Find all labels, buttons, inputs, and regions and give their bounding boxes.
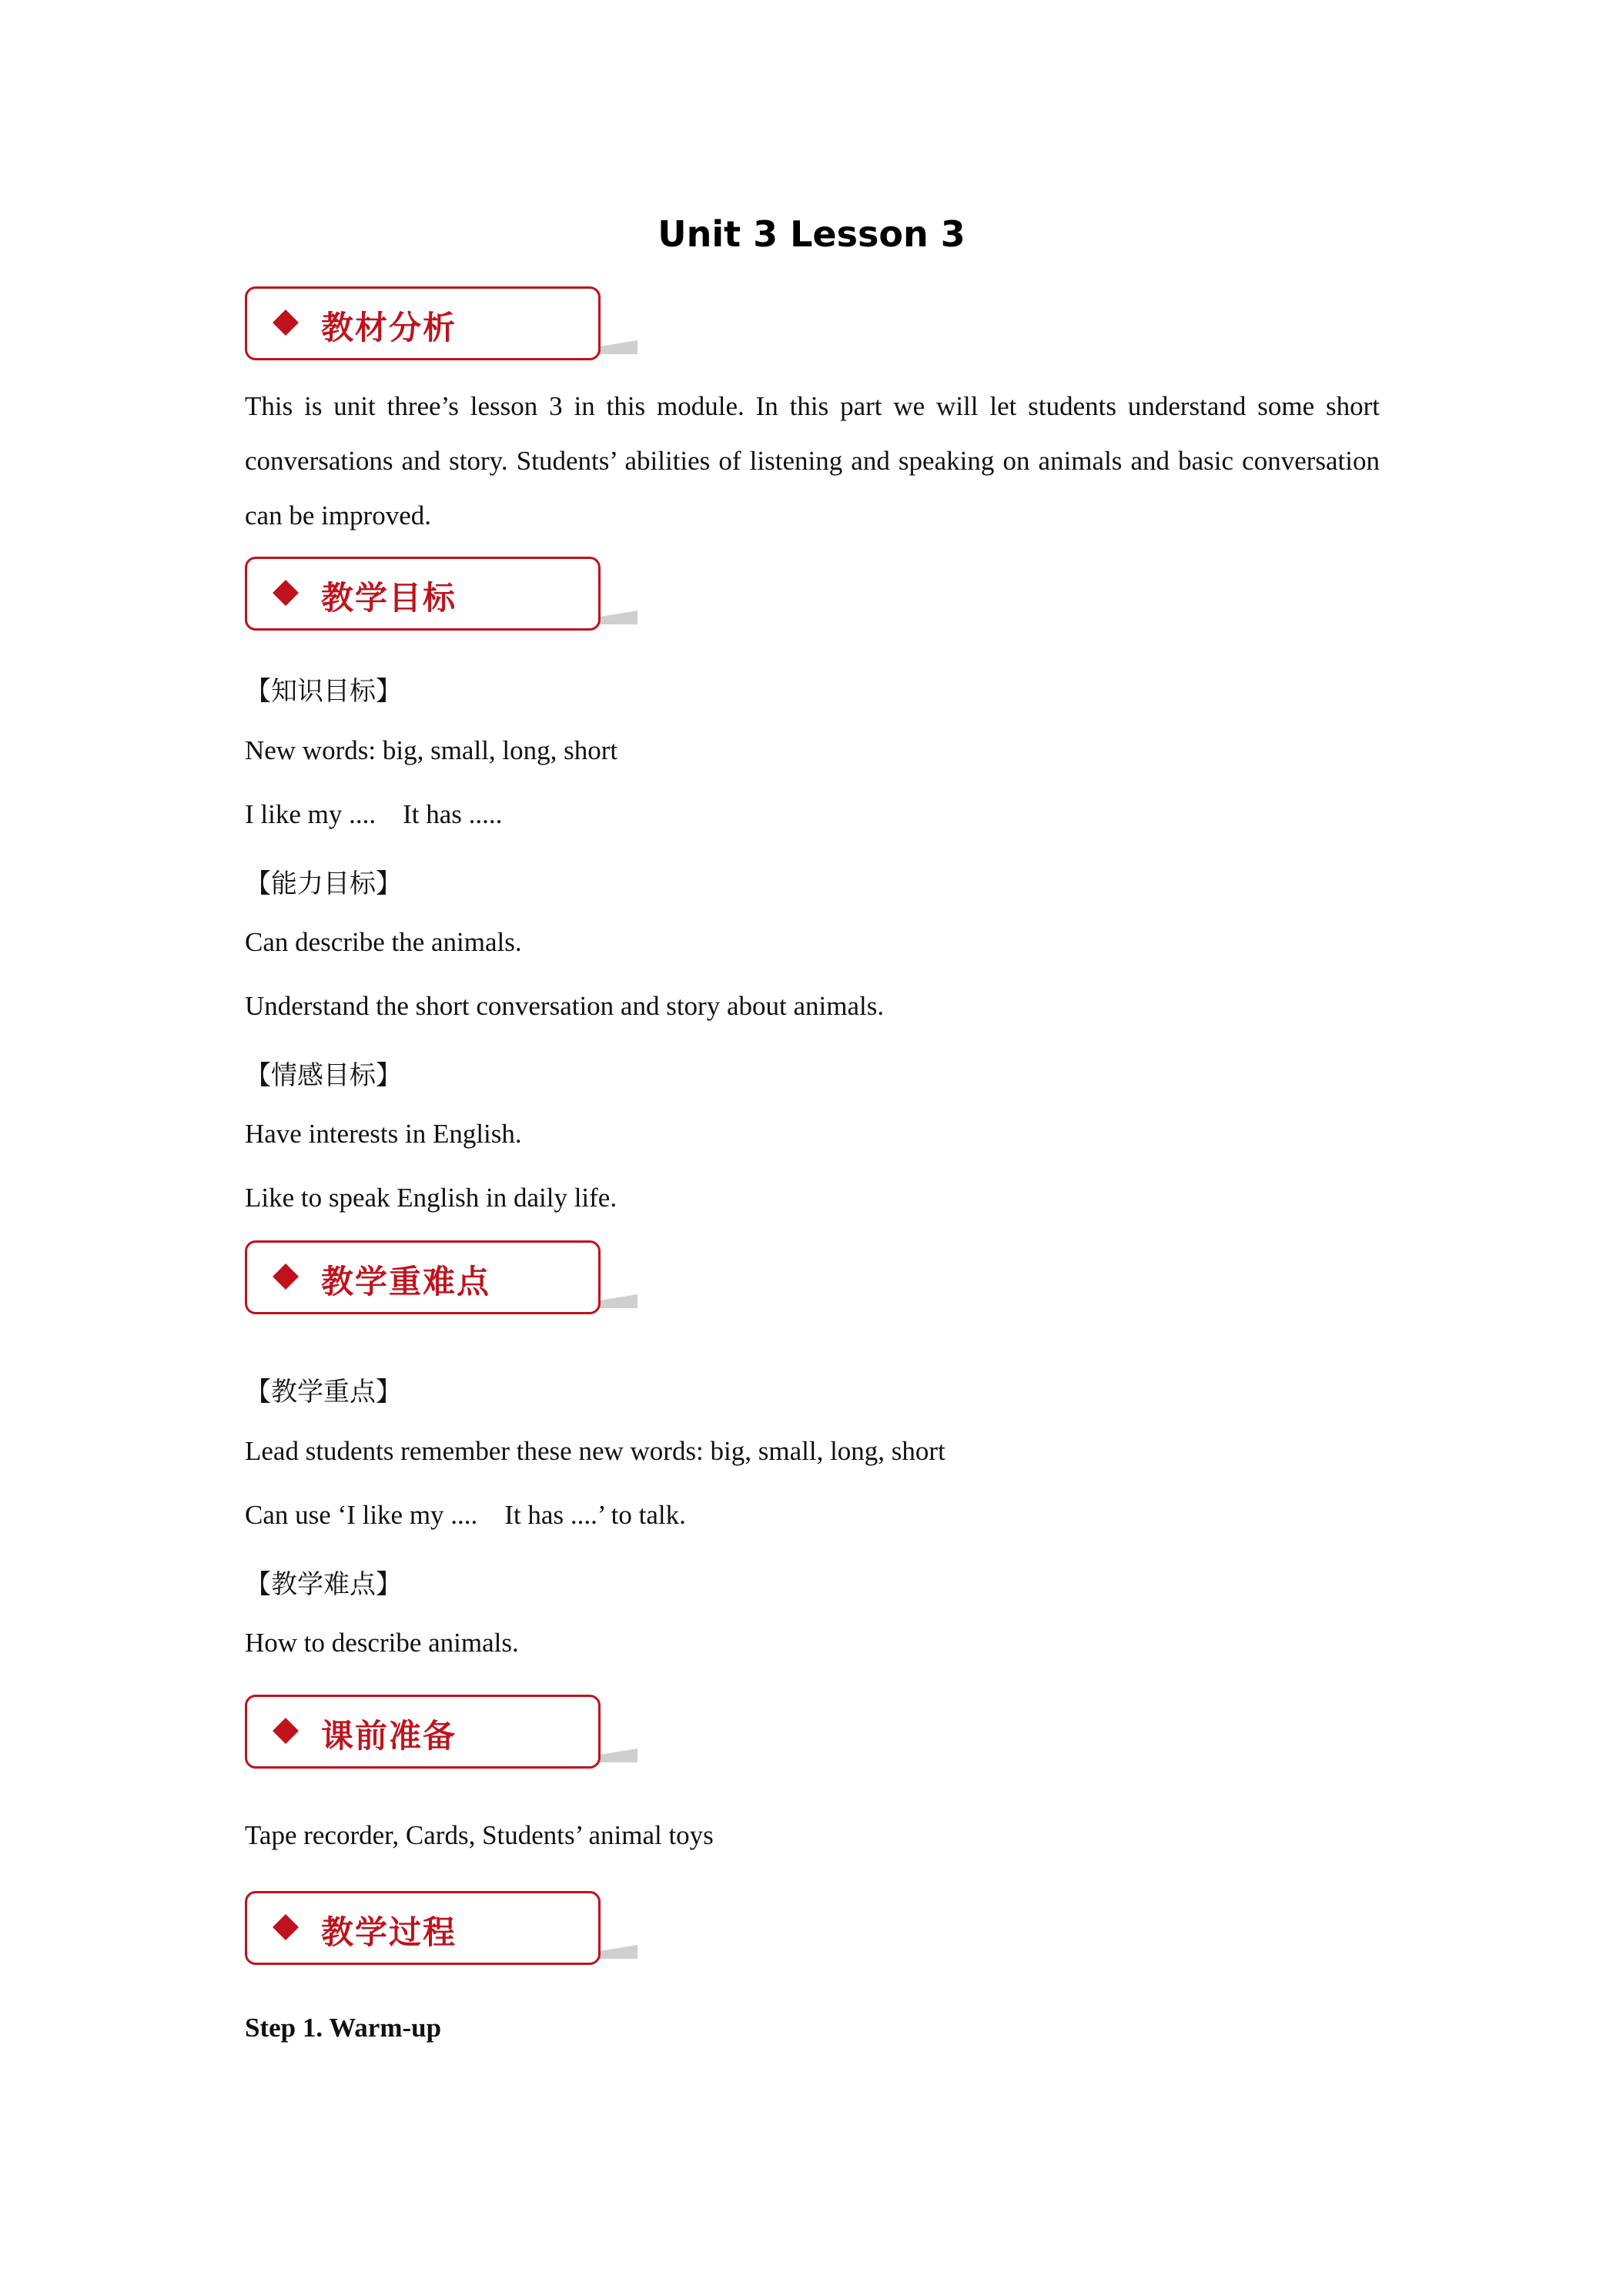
emotion-line: Have interests in English. [245, 1119, 522, 1149]
step-heading: Step 1. Warm-up [245, 2013, 442, 2043]
section-heading: 教学目标 [321, 579, 457, 617]
diamond-bullet-icon [273, 310, 299, 336]
section-header-preparation [245, 1695, 628, 1782]
section-heading: 教学过程 [321, 1913, 457, 1951]
knowledge-line: I like my .... It has ..... [245, 799, 503, 829]
key-line: Can use ‘I like my .... It has ....’ to talk. [245, 1500, 686, 1530]
header-box [245, 1695, 601, 1769]
section-header-analysis [245, 286, 628, 374]
emotion-label: 【情感目标】 [245, 1060, 402, 1091]
emotion-line: Like to speak English in daily life. [245, 1183, 617, 1213]
header-box [245, 557, 601, 631]
ability-label: 【能力目标】 [245, 869, 402, 899]
section-heading: 课前准备 [321, 1717, 457, 1755]
diamond-bullet-icon [273, 580, 299, 606]
section-header-process [245, 1891, 628, 1979]
ability-line: Can describe the animals. [245, 927, 522, 957]
section-heading: 教材分析 [321, 309, 457, 346]
diamond-bullet-icon [273, 1718, 299, 1744]
section-header-objectives [245, 557, 628, 644]
analysis-paragraph: This is unit three’s lesson 3 in this module. In this part we will let students understand some short conversations and story. Students’ abilities of listening and speaking on animals and basic conversation can be improved. [245, 391, 1380, 530]
ability-line: Understand the short conversation and story about animals. [245, 991, 885, 1021]
diamond-bullet-icon [273, 1914, 299, 1940]
difficult-line: How to describe animals. [245, 1628, 519, 1658]
preparation-line: Tape recorder, Cards, Students’ animal toys [245, 1820, 714, 1850]
key-line: Lead students remember these new words: big, small, long, short [245, 1436, 945, 1466]
header-box [245, 1240, 601, 1314]
header-box [245, 1891, 601, 1965]
key-label: 【教学重点】 [245, 1377, 402, 1407]
section-heading: 教学重难点 [321, 1263, 491, 1300]
knowledge-line: New words: big, small, long, short [245, 735, 618, 765]
header-box [245, 286, 601, 360]
knowledge-label: 【知识目标】 [245, 676, 402, 707]
diamond-bullet-icon [273, 1263, 299, 1290]
section-header-key-points [245, 1240, 628, 1328]
page-title: Unit 3 Lesson 3 [658, 213, 965, 255]
difficult-label: 【教学难点】 [245, 1569, 402, 1600]
